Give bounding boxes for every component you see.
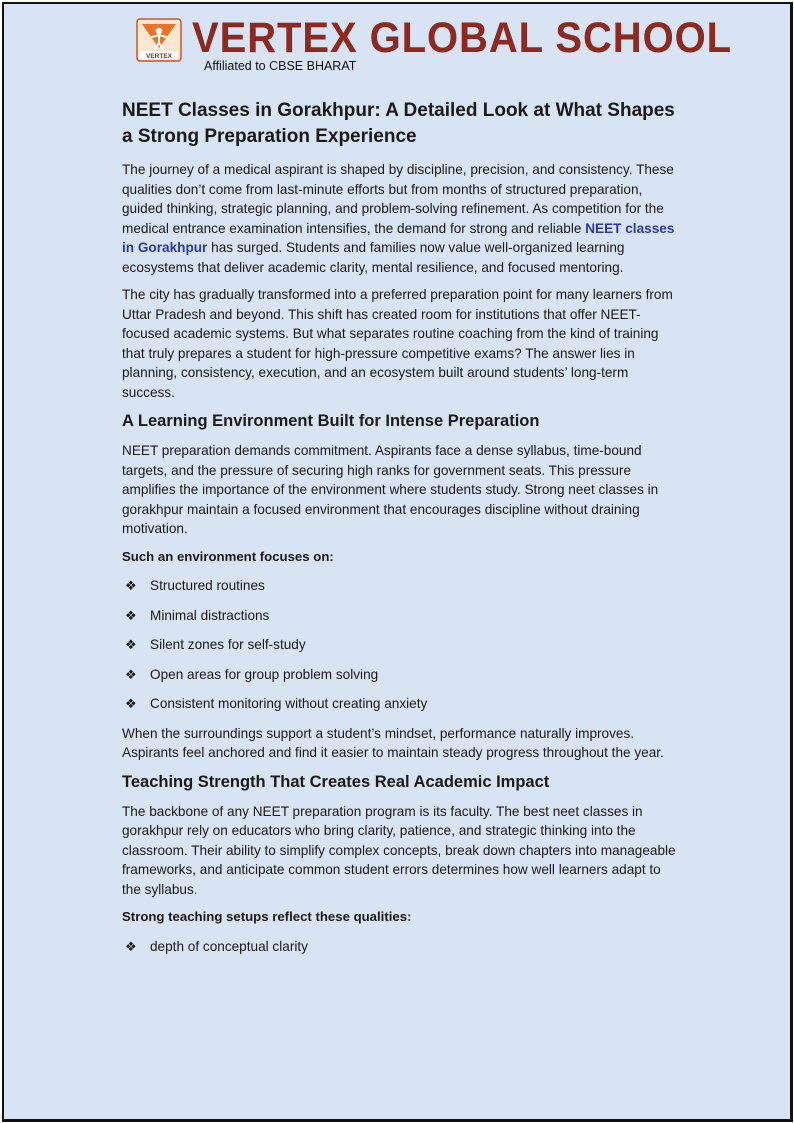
intro-text-start: The journey of a medical aspirant is shaped by discipline, precision, and consistency. These qualities don’t come from last-minute efforts but from months of structured preparation, guided thinking, strategic planning, and problem-solving refinement. As competition for the medical entrance examination intensifies, the demand for strong and reliable <box>122 162 674 236</box>
list-item <box>122 937 682 957</box>
list-item <box>122 694 682 714</box>
list-item <box>122 665 682 685</box>
section-heading-environment: A Learning Environment Built for Intense Preparation <box>122 412 540 430</box>
list-item-text: Structured routines <box>150 578 265 593</box>
section-heading-teaching: Teaching Strength That Creates Real Academic Impact <box>122 772 550 791</box>
intro-paragraph-2: The city has gradually transformed into a preferred preparation point for many learners from Uttar Pradesh and beyond. This shift has created room for institutions that offer NEET-focused academic systems. But what separates routine coaching from the kind of training that truly prepares a student for high-pressure competitive exams? The answer lies in planning, consistency, execution, and an ecosystem built around students’ long-term success. <box>122 287 673 400</box>
list-item <box>122 635 682 655</box>
diamond-bullet-icon: ❖ <box>125 938 137 954</box>
diamond-bullet-icon: ❖ <box>125 578 137 593</box>
list-item <box>122 576 682 596</box>
diamond-bullet-icon: ❖ <box>125 666 137 682</box>
environment-paragraph-1: NEET preparation demands commitment. Aspirants face a dense syllabus, time-bound targets, and the pressure of securing high ranks for government seats. This pressure amplifies the importance of the environment where students study. Strong neet classes in gorakhpur maintain a focused environment that encourages discipline without draining motivation. <box>122 443 659 536</box>
list-item-text: Open areas for group problem solving <box>150 666 379 682</box>
intro-paragraph-1 <box>122 160 682 277</box>
school-header <box>132 12 732 80</box>
school-logo <box>136 18 182 62</box>
intro-text-end: has surged. Students and families now value well-organized learning ecosystems that deliver academic clarity, mental resilience, and focused mentoring. <box>122 240 625 275</box>
environment-bullet-list <box>122 576 682 714</box>
list-item-text: Silent zones for self-study <box>150 637 306 652</box>
diamond-bullet-icon: ❖ <box>125 607 137 623</box>
document-page <box>2 2 793 1122</box>
teaching-bullet-list <box>122 937 682 957</box>
environment-lead: Such an environment focuses on: <box>122 548 334 564</box>
article-title: NEET Classes in Gorakhpur: A Detailed Look at What Shapes a Strong Preparation Experience <box>122 100 675 147</box>
diamond-bullet-icon: ❖ <box>125 637 137 652</box>
diamond-bullet-icon: ❖ <box>125 696 137 711</box>
logo-text: VERTEX <box>145 53 173 60</box>
logo-figure-icon <box>156 28 162 34</box>
teaching-paragraph-1: The backbone of any NEET preparation program is its faculty. The best neet classes in gorakhpur rely on educators who bring clarity, patience, and strategic thinking into the classroom. Their ability to simplify complex concepts, break down chapters into manageable frameworks, and anticipate common student errors determines how well learners adapt to the syllabus. <box>122 803 676 897</box>
list-item <box>122 606 682 626</box>
article-content <box>122 98 682 966</box>
teaching-lead: Strong teaching setups reflect these qualities: <box>122 909 412 924</box>
environment-paragraph-2: When the surroundings support a student’s mindset, performance naturally improves. Aspirants feel anchored and find it easier to maintain steady progress throughout the year. <box>122 725 664 760</box>
list-item-text: Minimal distractions <box>150 607 270 623</box>
affiliation-text: Affiliated to CBSE BHARAT <box>204 59 357 73</box>
list-item-text: Consistent monitoring without creating anxiety <box>150 696 428 711</box>
list-item-text: depth of conceptual clarity <box>150 938 308 954</box>
neet-classes-link[interactable]: NEET classes in Gorakhpur <box>122 220 675 255</box>
school-name: VERTEX GLOBAL SCHOOL <box>192 14 732 62</box>
